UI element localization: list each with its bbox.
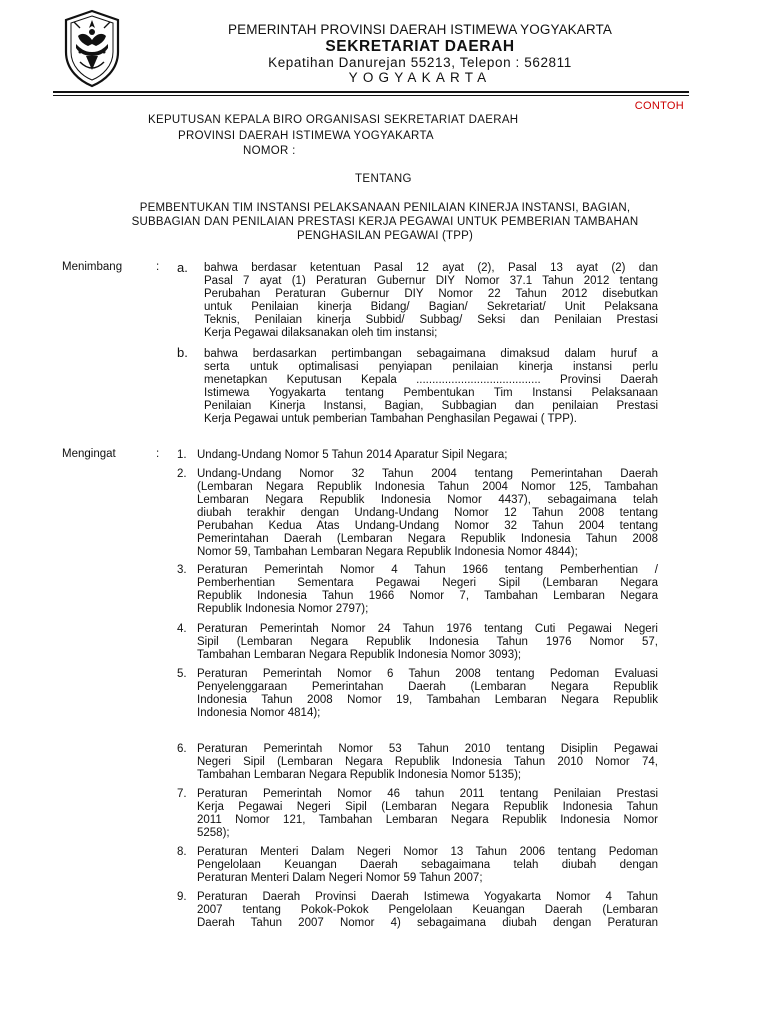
text-line: Pemberhentian Sementara Pegawai Negeri Sipil (Lembaran Negara	[197, 577, 658, 589]
decree-province: PROVINSI DAERAH ISTIMEWA YOGYAKARTA	[178, 130, 434, 142]
decree-subject-line: PEMBENTUKAN TIM INSTANSI PELAKSANAAN PENILAIAN KINERJA INSTANSI, BAGIAN,	[139, 202, 631, 214]
mengingat-colon: :	[156, 448, 160, 460]
text-line: Penilaian Kinerja Instansi, Bagian, Subbagian dan penilaian Prestasi	[204, 400, 658, 412]
menimbang-item-b	[204, 348, 658, 426]
mengingat-item-7	[197, 788, 658, 840]
text-line: Peraturan Daerah Provinsi Daerah Istimewa Yogyakarta Nomor 4 Tahun	[197, 891, 658, 903]
text-line: Perubahan Peraturan Gubernur DIY Nomor 22 Tahun 2012 disebutkan	[204, 288, 658, 300]
mengingat-item-number: 1.	[177, 449, 187, 461]
text-line: Indonesia Tahun 2008 Nomor 19, Tambahan Lembaran Negara Republik	[197, 694, 658, 706]
mengingat-item-number: 3.	[177, 564, 187, 576]
mengingat-item-number: 4.	[177, 623, 187, 635]
menimbang-item-a	[204, 262, 658, 340]
decree-title: KEPUTUSAN KEPALA BIRO ORGANISASI SEKRETARIAT DAERAH	[148, 114, 519, 126]
text-line: bahwa berdasarkan pertimbangan sebagaimana dimaksud dalam huruf a	[204, 348, 658, 360]
text-line: (Lembaran Negara Republik Indonesia Tahun 2004 Nomor 125, Tambahan	[197, 481, 658, 493]
sample-stamp: CONTOH	[634, 100, 684, 112]
mengingat-item-2	[197, 468, 658, 559]
mengingat-item-1	[197, 449, 658, 462]
text-line: menetapkan Keputusan Kepala ....................................... Provinsi Daerah	[204, 374, 658, 386]
menimbang-label: Menimbang	[62, 261, 123, 273]
decree-subject	[82, 201, 688, 243]
letterhead-government: PEMERINTAH PROVINSI DAERAH ISTIMEWA YOGYAKARTA	[228, 22, 612, 37]
letterhead-city: YOGYAKARTA	[348, 70, 492, 85]
mengingat-label: Mengingat	[62, 448, 116, 460]
text-line: Peraturan Pemerintah Nomor 24 Tahun 1976 tentang Cuti Pegawai Negeri	[197, 623, 658, 635]
mengingat-item-number: 7.	[177, 788, 187, 800]
text-line: Peraturan Pemerintah Nomor 53 Tahun 2010 tentang Disiplin Pegawai	[197, 743, 658, 755]
text-line: Kerja Pegawai Negeri Sipil (Lembaran Negara Republik Indonesia Tahun	[197, 801, 658, 813]
text-line: Indonesia Nomor 4814);	[197, 707, 321, 719]
mengingat-item-number: 9.	[177, 891, 187, 903]
text-line: 2011 Nomor 121, Tambahan Lembaran Negara Republik Indonesia Nomor	[197, 814, 658, 826]
text-line: Kerja Pegawai untuk pemberian Tambahan Penghasilan Pegawai ( TPP).	[204, 413, 577, 425]
text-line: Daerah Tahun 2007 Nomor 4) sebagaimana diubah dengan Peraturan	[197, 917, 658, 929]
decree-subject-line: SUBBAGIAN DAN PENILAIAN PRESTASI KERJA PEGAWAI UNTUK PEMBERIAN TAMBAHAN	[131, 216, 639, 228]
mengingat-item-number: 5.	[177, 668, 187, 680]
mengingat-item-5	[197, 668, 658, 720]
letterhead-address: Kepatihan Danurejan 55213, Telepon : 562811	[268, 55, 572, 70]
text-line: Republik Indonesia Tahun 1966 Nomor 7, Tambahan Lembaran Negara	[197, 590, 658, 602]
text-line: Undang-Undang Nomor 5 Tahun 2014 Aparatur Sipil Negara;	[197, 449, 508, 461]
mengingat-item-4	[197, 623, 658, 662]
decree-tentang: TENTANG	[355, 173, 412, 185]
mengingat-item-3	[197, 564, 658, 616]
text-line: Penyelenggaraan Pemerintahan Daerah (Lembaran Negara Republik	[197, 681, 658, 693]
text-line: Republik Indonesia Nomor 2797);	[197, 603, 369, 615]
text-line: Tambahan Lembaran Negara Republik Indonesia Nomor 3093);	[197, 649, 522, 661]
text-line: Peraturan Pemerintah Nomor 46 tahun 2011 tentang Penilaian Prestasi	[197, 788, 658, 800]
letterhead-office: SEKRETARIAT DAERAH	[325, 38, 515, 55]
text-line: Negeri Sipil (Lembaran Negara Republik Indonesia Tahun 2010 Nomor 74,	[197, 756, 658, 768]
text-line: Pasal 7 ayat (1) Peraturan Gubernur DIY Nomor 37.1 Tahun 2012 tentang	[204, 275, 658, 287]
text-line: 5258);	[197, 827, 230, 839]
text-line: Lembaran Negara Republik Indonesia Nomor 4437), sebagaimana telah	[197, 494, 658, 506]
text-line: Teknis, Penilaian kinerja Subbid/ Subbag/ Seksi dan Penilaian Prestasi	[204, 314, 658, 326]
mengingat-item-number: 2.	[177, 468, 187, 480]
mengingat-item-number: 8.	[177, 846, 187, 858]
letterhead-divider	[53, 91, 689, 93]
emblem-icon	[58, 8, 126, 88]
mengingat-item-number: 6.	[177, 743, 187, 755]
text-line: Istimewa Yogyakarta tentang Pembentukan Tim Instansi Pelaksanaan	[204, 387, 658, 399]
text-line: untuk Penilaian kinerja Bidang/ Bagian/ Sekretariat/ Unit Pelaksana	[204, 301, 658, 313]
text-line: Sipil (Lembaran Negara Republik Indonesia Tahun 1976 Nomor 57,	[197, 636, 658, 648]
mengingat-item-9	[197, 891, 658, 930]
text-line: Perubahan Kedua Atas Undang-Undang Nomor 32 Tahun 2004 tentang	[197, 520, 658, 532]
text-line: Peraturan Menteri Dalam Negeri Nomor 59 Tahun 2007;	[197, 872, 483, 884]
text-line: Tambahan Lembaran Negara Republik Indonesia Nomor 5135);	[197, 769, 522, 781]
text-line: Peraturan Pemerintah Nomor 4 Tahun 1966 tentang Pemberhentian /	[197, 564, 658, 576]
menimbang-item-letter: a.	[177, 260, 188, 275]
text-line: diubah terakhir dengan Undang-Undang Nomor 12 Tahun 2008 tentang	[197, 507, 658, 519]
text-line: Nomor 59, Tambahan Lembaran Negara Republik Indonesia Nomor 4844);	[197, 546, 578, 558]
decree-number: NOMOR :	[243, 145, 296, 157]
menimbang-colon: :	[156, 261, 160, 273]
text-line: Undang-Undang Nomor 32 Tahun 2004 tentang Pemerintahan Daerah	[197, 468, 658, 480]
menimbang-item-letter: b.	[177, 345, 188, 360]
letterhead-divider-thin	[53, 95, 689, 96]
text-line: Pemerintahan Daerah (Lembaran Negara Republik Indonesia Tahun 2008	[197, 533, 658, 545]
text-line: Pengelolaan Keuangan Daerah sebagaimana telah diubah dengan	[197, 859, 658, 871]
text-line: Peraturan Pemerintah Nomor 6 Tahun 2008 tentang Pedoman Evaluasi	[197, 668, 658, 680]
text-line: serta untuk optimalisasi penyiapan penilaian kinerja instansi perlu	[204, 361, 658, 373]
mengingat-item-8	[197, 846, 658, 885]
mengingat-item-6	[197, 743, 658, 782]
text-line: Kerja Pegawai dilaksanakan oleh tim instansi;	[204, 327, 438, 339]
decree-subject-line: PENGHASILAN PEGAWAI (TPP)	[296, 230, 474, 242]
text-line: bahwa berdasar ketentuan Pasal 12 ayat (2), Pasal 13 ayat (2) dan	[204, 262, 658, 274]
text-line: Peraturan Menteri Dalam Negeri Nomor 13 Tahun 2006 tentang Pedoman	[197, 846, 658, 858]
text-line: 2007 tentang Pokok-Pokok Pengelolaan Keuangan Daerah (Lembaran	[197, 904, 658, 916]
